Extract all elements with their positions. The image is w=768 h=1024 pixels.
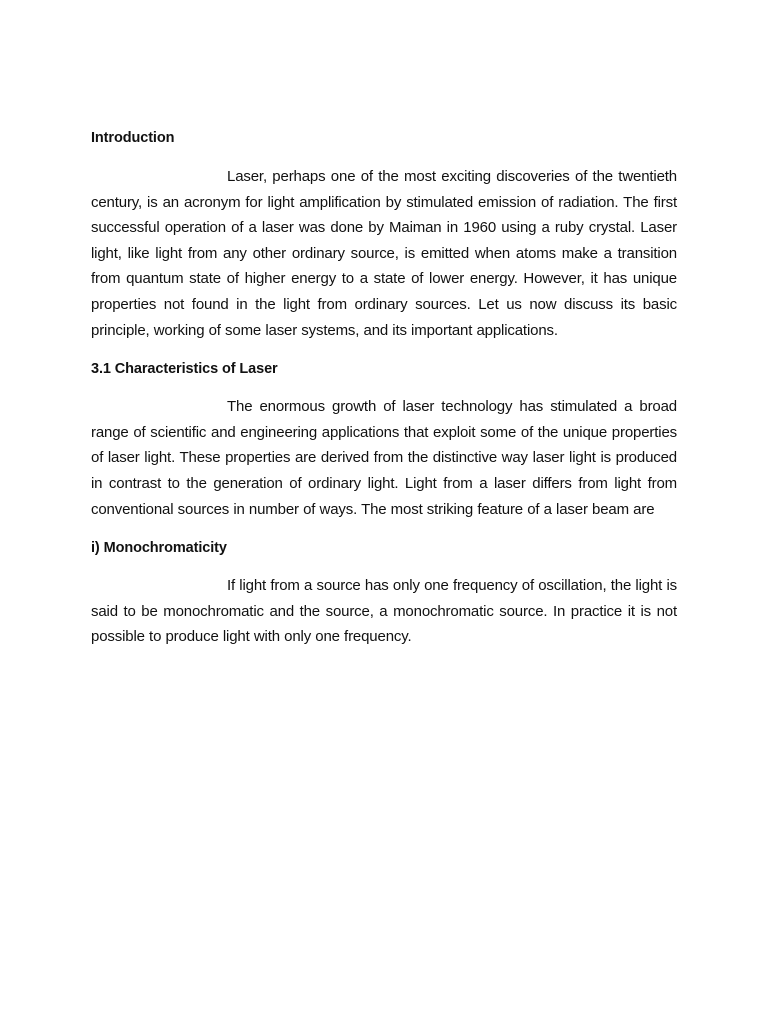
paragraph-introduction: Laser, perhaps one of the most exciting discoveries of the twentieth century, is an acronym for light amplification by stimulated emission of radiation. The first successful operation of a laser was done by Maiman in 1960 using a ruby crystal. Laser light, like light from any other ordinary source, is emitted when atoms make a transition from quantum state of higher energy to a state of lower energy. However, it has unique properties not found in the light from ordinary sources. Let us now discuss its basic principle, working of some laser systems, and its important applications. xyxy=(91,168,677,339)
section-heading-monochromaticity: i) Monochromaticity xyxy=(91,540,227,557)
paragraph-monochromaticity: If light from a source has only one frequency of oscillation, the light is said to be monochromatic and the source, a monochromatic source. In practice it is not possible to produce light with only one frequency. xyxy=(91,577,677,646)
section-heading-characteristics: 3.1 Characteristics of Laser xyxy=(91,361,278,378)
section-heading-introduction: Introduction xyxy=(91,130,175,146)
document-body xyxy=(91,128,677,650)
paragraph-characteristics: The enormous growth of laser technology has stimulated a broad range of scientific and engineering applications that exploit some of the unique properties of laser light. These properties are derived from the distinctive way laser light is produced in contrast to the generation of ordinary light. Light from a laser differs from light from conventional sources in number of ways. The most striking feature of a laser beam are xyxy=(91,398,677,518)
